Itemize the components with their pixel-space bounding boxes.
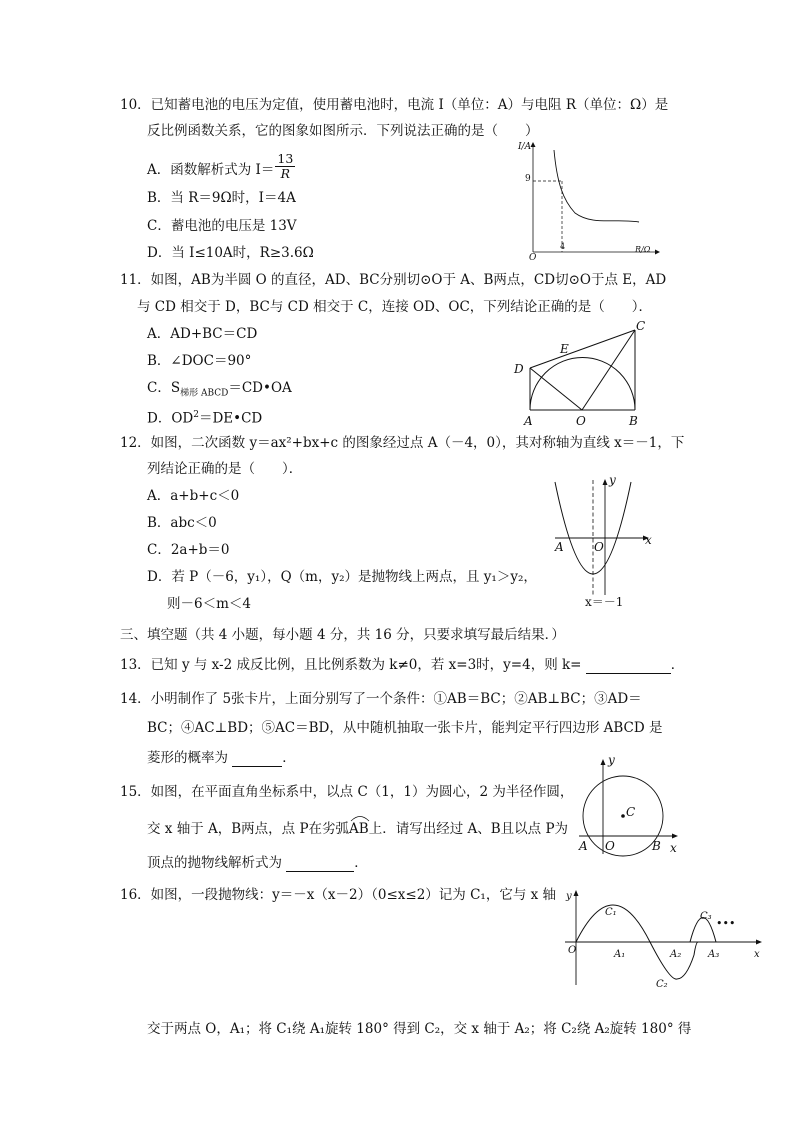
point-b-label: B xyxy=(652,839,661,853)
y-tick-label: 9 xyxy=(525,174,531,184)
q12-option-c: C．2a+b＝0 xyxy=(147,542,230,558)
fraction-numerator: 13 xyxy=(277,151,294,166)
q11-option-d: D．$OD^2=DE•CD$ xyxy=(147,410,263,427)
q10-option-a: A．函数解析式为 I＝ $\frac{13}{R}$ xyxy=(147,151,294,181)
x-axis-label: x xyxy=(754,949,760,960)
q16-line2: 交于两点 O，A₁；将 C₁绕 A₁旋转 180° 得到 C₂，交 x 轴于 A₂；将 C₂绕 A₂旋转 180° 得 xyxy=(147,1021,692,1037)
q14-line3: 菱形的概率为 ． xyxy=(147,750,296,766)
point-a-label: A xyxy=(555,540,564,554)
q12-parabola-graph xyxy=(545,470,660,610)
q15-circle-figure xyxy=(574,753,684,856)
q12-option-a: A．a+b+c＜0 xyxy=(147,488,240,504)
continuation-dots: ••• xyxy=(716,917,736,930)
q13: 13．已知 y 与 x-2 成反比例，且比例系数为 k≠0，若 x=3时，y=4，则 k= ． xyxy=(120,657,685,673)
x-axis-label: R/Ω xyxy=(635,245,651,254)
label-c: C xyxy=(636,319,646,333)
q11-option-b: B．∠DOC＝90° xyxy=(147,353,252,369)
c1-label: C₁ xyxy=(605,907,617,918)
a2-label: A₂ xyxy=(670,949,682,960)
q11-line1: 11．如图，AB为半圆 O 的直径，AD、BC分别切⊙O于 A、B两点，CD切⊙O于点 E，AD xyxy=(120,272,667,288)
q15-answer-blank[interactable] xyxy=(286,857,354,872)
origin-label: O xyxy=(594,540,604,554)
x-tick-label: 4 xyxy=(560,242,566,251)
x-axis-label: x xyxy=(670,841,677,855)
q15-line1: 15．如图，在平面直角坐标系中，以点 C（1，1）为圆心，2 为半径作圆， xyxy=(120,784,574,800)
q15-line3: 顶点的抛物线解析式为 ． xyxy=(147,855,368,871)
y-axis-label: y xyxy=(609,473,616,487)
x-axis-label: x xyxy=(645,533,652,547)
label-a: A xyxy=(524,414,533,428)
c3-label: C₃ xyxy=(700,911,712,922)
symmetry-axis-label: x＝－1 xyxy=(585,595,624,609)
label-b: B xyxy=(629,414,638,428)
q16-line1: 16．如图，一段抛物线：y＝－x（x－2）（0≤x≤2）记为 C₁，它与 x 轴 xyxy=(120,887,557,903)
q13-answer-blank[interactable] xyxy=(586,659,671,674)
y-axis-label: y xyxy=(566,891,572,902)
q12-option-d-line2: 则－6＜m＜4 xyxy=(167,596,251,612)
y-axis-label: I/A xyxy=(518,142,532,152)
arc-symbol xyxy=(349,814,371,822)
q15-line2: 交 x 轴于 A，B两点，点 P在劣弧 AB上．请写出经过 A、B且以点 P为 xyxy=(147,820,568,838)
label-d: D xyxy=(514,362,524,376)
y-axis-label: y xyxy=(608,753,615,767)
label-e: E xyxy=(560,342,569,356)
a1-label: A₁ xyxy=(614,949,626,960)
q10-line2: 反比例函数关系，它的图象如图所示．下列说法正确的是（ ） xyxy=(147,123,539,139)
center-c-label: C xyxy=(626,805,636,819)
q14-answer-blank[interactable] xyxy=(232,752,282,767)
q11-semicircle-figure xyxy=(510,318,650,433)
q10-option-d: D．当 I≤10A时，R≥3.6Ω xyxy=(147,245,314,261)
q11-option-a: A．AD+BC＝CD xyxy=(147,326,258,342)
fraction-denominator: R xyxy=(280,166,291,181)
q12-option-d-line1: D．若 P（－6，y₁），Q（m，y₂）是抛物线上两点，且 y₁＞y₂， xyxy=(147,569,537,585)
q14-line1: 14．小明制作了 5张卡片，上面分别写了一个条件：①AB＝BC；②AB⊥BC；③AD＝ xyxy=(120,691,642,707)
q10-line1: 10．已知蓄电池的电压为定值，使用蓄电池时，电流 I（单位：A）与电阻 R（单位：Ω）是 xyxy=(120,97,669,113)
origin-label: O xyxy=(529,253,537,263)
q11-line2: 与 CD 相交于 D，BC与 CD 相交于 C，连接 OD、OC，下列结论正确的是（ ）． xyxy=(137,299,653,315)
q14-line2: BC；④AC⊥BD；⑤AC＝BD，从中随机抽取一张卡片，能判定平行四边形 ABCD 是 xyxy=(147,720,663,736)
origin-label: O xyxy=(568,945,577,956)
q10-option-c: C．蓄电池的电压是 13V xyxy=(147,218,297,234)
q10-option-b: B．当 R＝9Ω时，I＝4A xyxy=(147,190,296,206)
q12-line2: 列结论正确的是（ ）． xyxy=(147,461,303,477)
q12-option-b: B．abc＜0 xyxy=(147,515,217,531)
q11-option-c: C．$S_{梯形 ABCD}=CD•OA$ xyxy=(147,380,292,399)
q12-line1: 12．如图，二次函数 y＝ax²+bx+c 的图象经过点 A（－4，0），其对称轴为直线 x＝－1，下 xyxy=(120,435,685,451)
point-a-label: A xyxy=(579,839,588,853)
section-3-heading: 三、填空题（共 4 小题，每小题 4 分，共 16 分，只要求填写最后结果．） xyxy=(120,627,565,643)
c2-label: C₂ xyxy=(656,979,668,990)
q10-inverse-graph xyxy=(505,138,665,263)
a3-label: A₃ xyxy=(708,949,720,960)
origin-label: O xyxy=(605,839,615,853)
label-o: O xyxy=(576,414,586,428)
q16-wave-graph xyxy=(560,885,770,990)
arc-ab: AB xyxy=(349,820,369,838)
